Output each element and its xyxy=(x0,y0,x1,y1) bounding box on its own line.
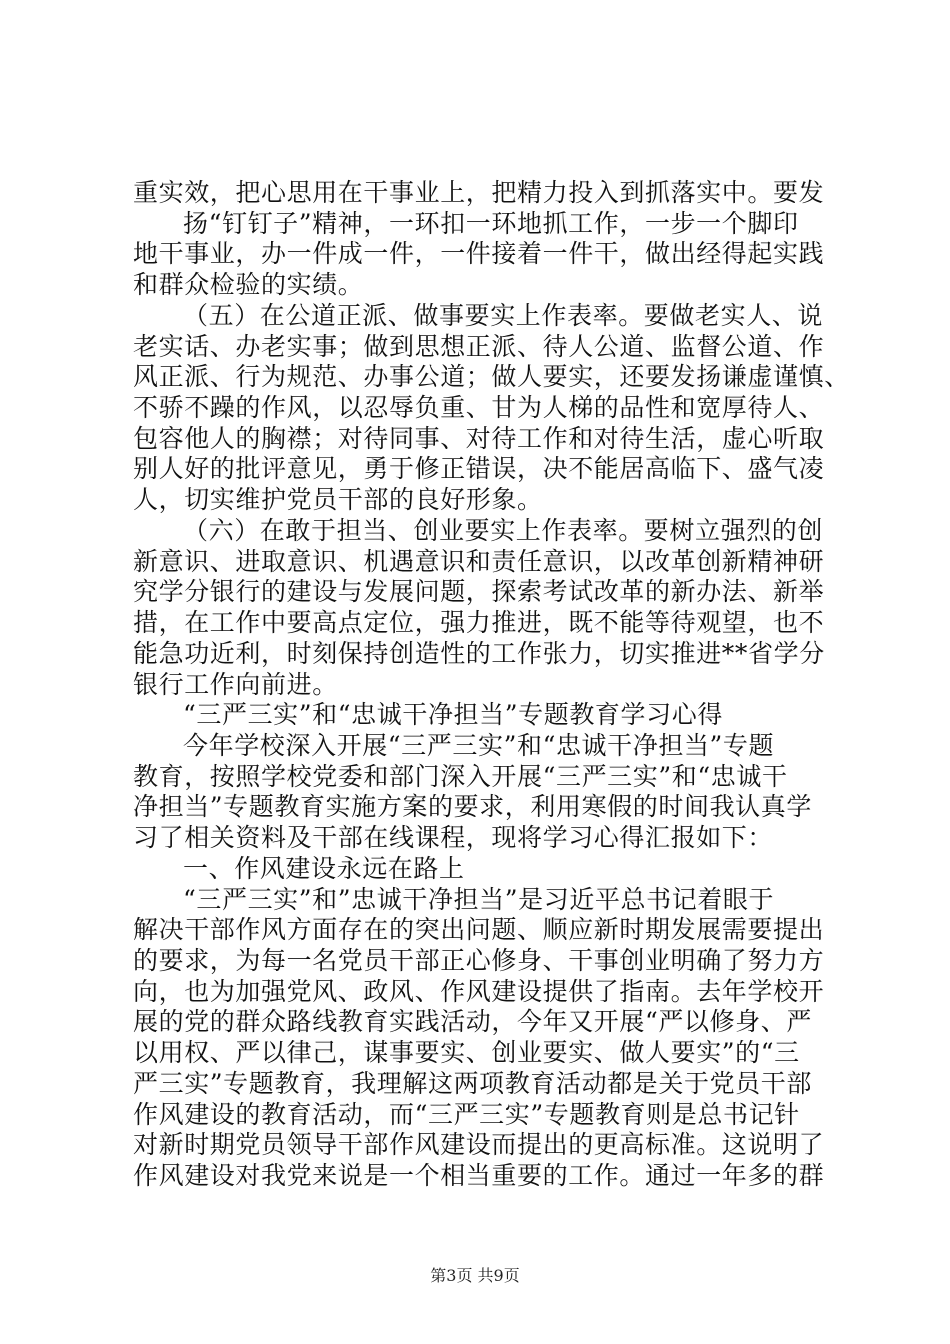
text-line: 向，也为加强党风、政风、作风建设提供了指南。去年学校开 xyxy=(133,977,825,1006)
paragraph-first-line: （五）在公道正派、做事要实上作表率。要做老实人、说 xyxy=(183,301,824,330)
page-number-footer: 第3页 共9页 xyxy=(430,1266,520,1285)
text-line: 地干事业，办一件成一件，一件接着一件干，做出经得起实践 xyxy=(133,239,825,268)
text-line: 重实效，把心思用在干事业上，把精力投入到抓落实中。要发 xyxy=(133,178,825,207)
text-line: 净担当”专题教育实施方案的要求，利用寒假的时间我认真学 xyxy=(133,792,812,821)
text-line: 究学分银行的建设与发展问题，探索考试改革的新办法、新举 xyxy=(133,577,825,606)
text-line: 解决干部作风方面存在的突出问题、顺应新时期发展需要提出 xyxy=(133,915,825,944)
text-line: 别人好的批评意见，勇于修正错误，决不能居高临下、盛气凌 xyxy=(133,454,825,483)
text-line: 严三实”专题教育，我理解这两项教育活动都是关于党员干部 xyxy=(133,1069,812,1098)
text-line: 作风建设对我党来说是一个相当重要的工作。通过一年多的群 xyxy=(133,1161,825,1190)
text-line: 不骄不躁的作风，以忍辱负重、甘为人梯的品性和宽厚待人、 xyxy=(133,393,825,422)
text-line: 以用权、严以律己，谋事要实、创业要实、做人要实”的“三 xyxy=(133,1038,800,1067)
text-line: 和群众检验的实绩。 xyxy=(133,270,364,299)
text-line: 扬“钉钉子”精神，一环扣一环地抓工作，一步一个脚印 xyxy=(183,209,799,238)
text-line: 教育，按照学校党委和部门深入开展“三严三实”和“忠诚干 xyxy=(133,762,788,791)
section-title: “三严三实”和“忠诚干净担当”专题教育学习心得 xyxy=(183,700,723,729)
text-line: 习了相关资料及干部在线课程，现将学习心得汇报如下： xyxy=(133,823,774,852)
text-line: 的要求，为每一名党员干部正心修身、干事创业明确了努力方 xyxy=(133,946,825,975)
text-line: 措，在工作中要高点定位，强力推进，既不能等待观望，也不 xyxy=(133,608,825,637)
text-line: 包容他人的胸襟；对待同事、对待工作和对待生活，虚心听取 xyxy=(133,424,825,453)
text-line: 新意识、进取意识、机遇意识和责任意识，以改革创新精神研 xyxy=(133,547,825,576)
text-line: 人，切实维护党员干部的良好形象。 xyxy=(133,485,543,514)
paragraph-first-line: （六）在敢于担当、创业要实上作表率。要树立强烈的创 xyxy=(183,516,824,545)
text-line: 作风建设的教育活动，而“三严三实”专题教育则是总书记针 xyxy=(133,1100,800,1129)
text-line: 风正派、行为规范、办事公道；做人要实，还要发扬谦虚谨慎、 xyxy=(133,362,850,391)
paragraph-first-line: “三严三实”和”忠诚干净担当”是习近平总书记着眼于 xyxy=(183,885,775,914)
text-line: 能急功近利，时刻保持创造性的工作张力，切实推进**省学分 xyxy=(133,639,825,668)
text-line: 老实话、办老实事；做到思想正派、待人公道、监督公道、作 xyxy=(133,332,825,361)
text-line: 展的党的群众路线教育实践活动，今年又开展“严以修身、严 xyxy=(133,1007,812,1036)
text-line: 对新时期党员领导干部作风建设而提出的更高标准。这说明了 xyxy=(133,1130,825,1159)
paragraph-first-line: 今年学校深入开展“三严三实”和“忠诚干净担当”专题 xyxy=(183,731,775,760)
text-line: 银行工作向前进。 xyxy=(133,670,338,699)
subsection-heading: 一、作风建设永远在路上 xyxy=(183,854,465,883)
